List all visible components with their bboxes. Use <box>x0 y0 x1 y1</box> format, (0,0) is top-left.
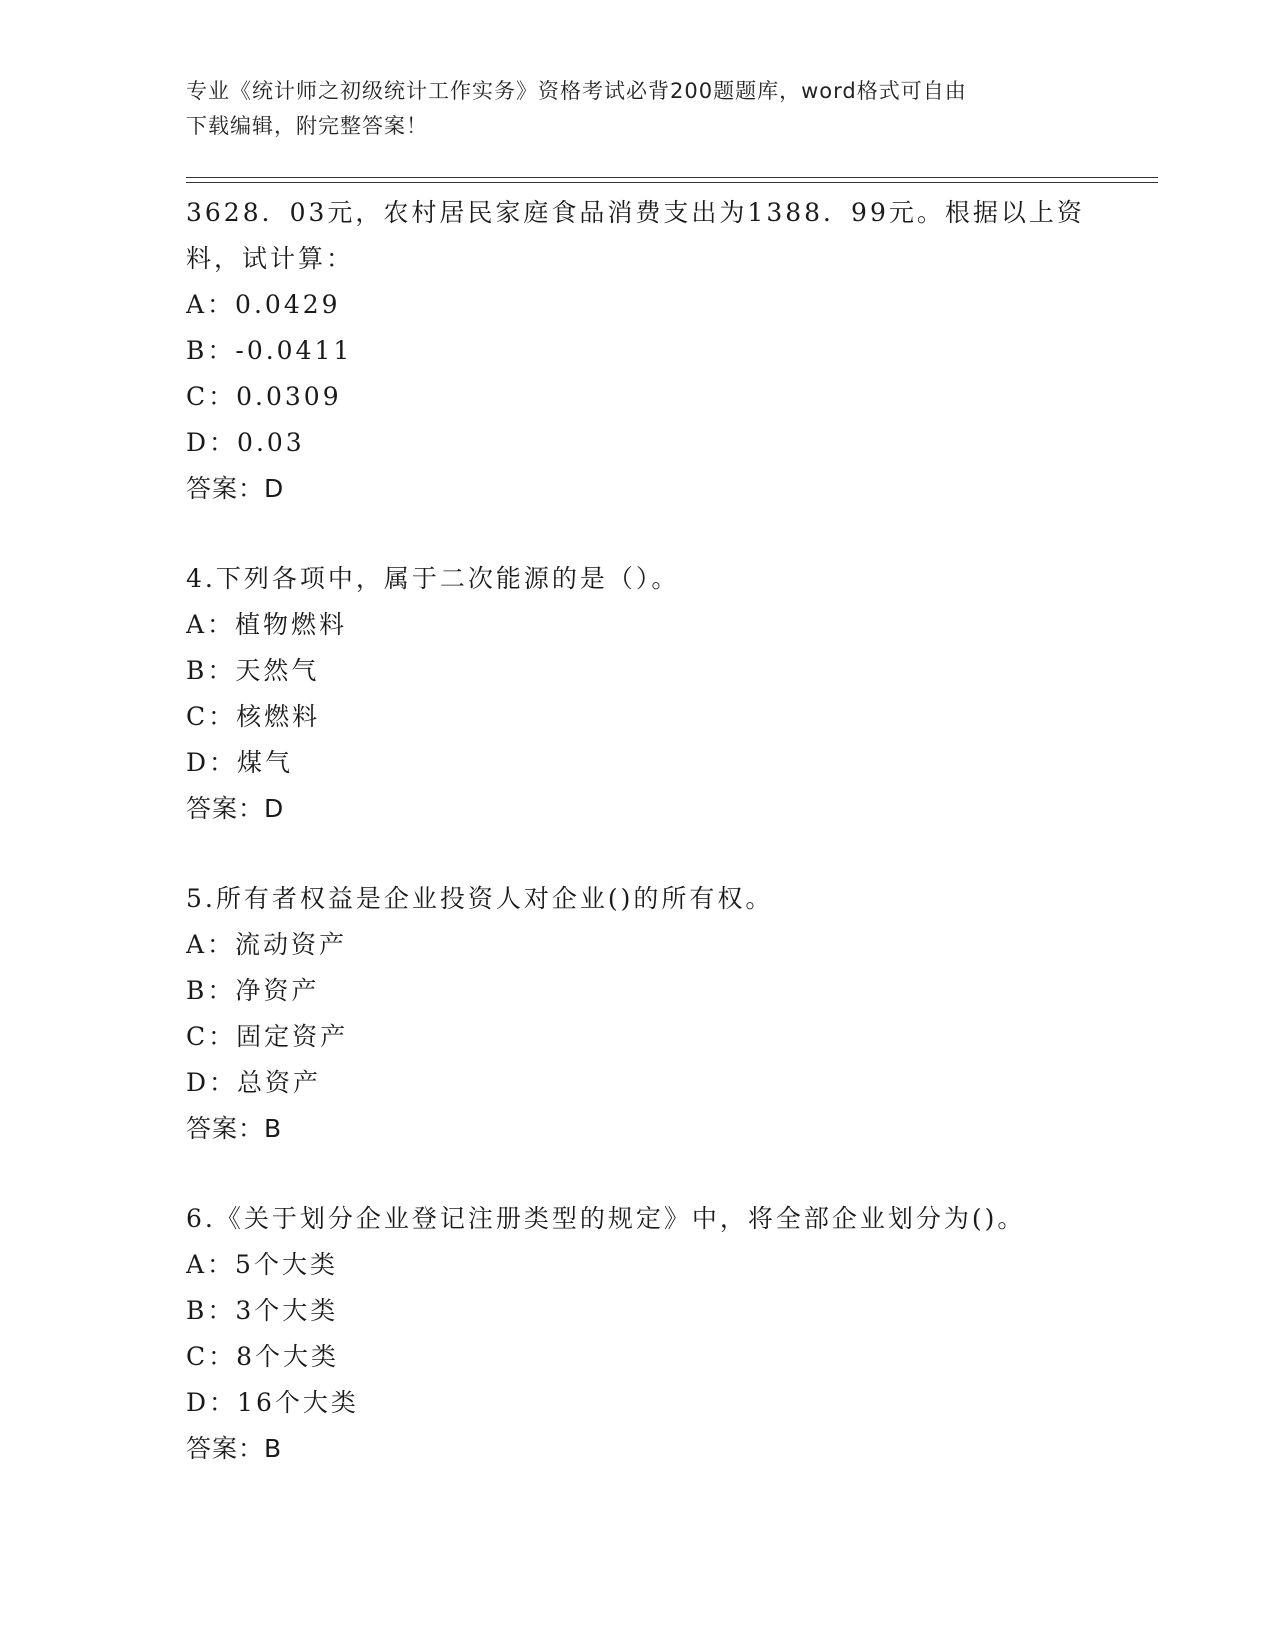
question-stem: 6.《关于划分企业登记注册类型的规定》中，将全部企业划分为()。 <box>186 1204 1026 1233</box>
question-stem: 5.所有者权益是企业投资人对企业()的所有权。 <box>186 884 774 913</box>
option-b: B：净资产 <box>186 976 320 1005</box>
option-d: D：总资产 <box>186 1068 322 1097</box>
question-6 <box>186 1196 1086 1472</box>
option-c: C：固定资产 <box>186 1022 349 1051</box>
option-c: C：核燃料 <box>186 702 321 731</box>
answer-line: 答案：D <box>186 474 285 503</box>
option-b: B：天然气 <box>186 656 320 685</box>
header-divider-top <box>186 177 1158 178</box>
document-header <box>186 74 1086 144</box>
option-a: A：植物燃料 <box>186 610 348 639</box>
answer-line: 答案：D <box>186 794 285 823</box>
question-text-line: 3628．03元，农村居民家庭食品消费支出为1388．99元。根据以上资 <box>186 198 1085 227</box>
header-divider-bottom <box>186 182 1158 183</box>
option-b: B：3个大类 <box>186 1296 339 1325</box>
option-b: B：-0.0411 <box>186 336 353 365</box>
option-c: C：0.0309 <box>186 382 342 411</box>
question-text-line: 料，试计算： <box>186 244 355 273</box>
answer-line: 答案：B <box>186 1434 283 1463</box>
continued-question <box>186 190 1086 512</box>
header-line-2: 下载编辑，附完整答案！ <box>186 114 428 138</box>
option-d: D：煤气 <box>186 748 294 777</box>
option-a: A：流动资产 <box>186 930 348 959</box>
question-stem: 4.下列各项中，属于二次能源的是（）。 <box>186 564 680 593</box>
option-d: D：0.03 <box>186 428 305 457</box>
option-d: D：16个大类 <box>186 1388 359 1417</box>
header-line-1: 专业《统计师之初级统计工作实务》资格考试必背200题题库，word格式可自由 <box>186 79 967 103</box>
question-4 <box>186 556 1086 832</box>
document-body <box>186 190 1086 1472</box>
option-c: C：8个大类 <box>186 1342 340 1371</box>
question-5 <box>186 876 1086 1152</box>
option-a: A：5个大类 <box>186 1250 338 1279</box>
option-a: A：0.0429 <box>186 290 341 319</box>
answer-line: 答案：B <box>186 1114 283 1143</box>
